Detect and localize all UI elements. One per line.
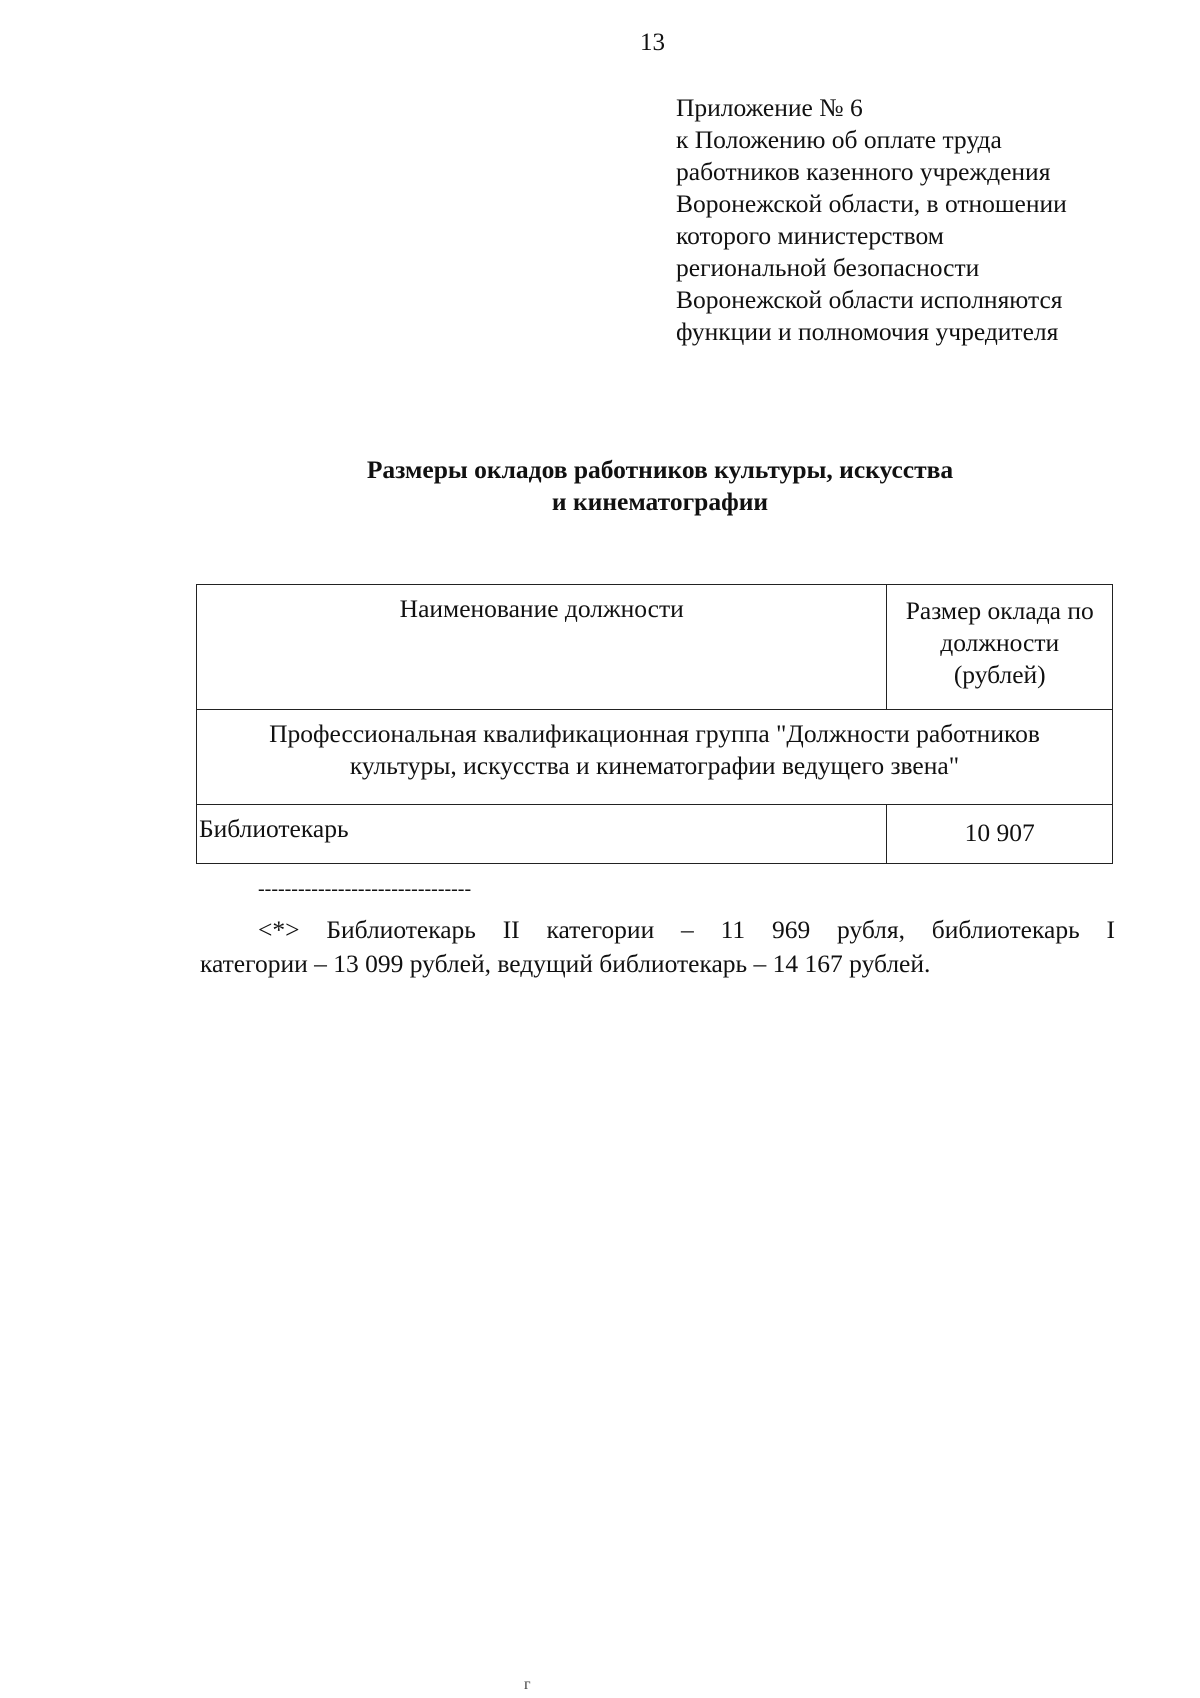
- appendix-line: Приложение № 6: [676, 93, 863, 122]
- appendix-line: Воронежской области, в отношении: [676, 189, 1067, 218]
- group-line: культуры, искусства и кинематографии ведущего звена": [349, 751, 960, 780]
- group-row: [197, 710, 1113, 805]
- salary-table: [196, 584, 1113, 864]
- footnote-line: категории – 13 099 рублей, ведущий библиотекарь – 14 167 рублей.: [200, 949, 931, 978]
- header-salary-line: (рублей): [953, 660, 1046, 689]
- appendix-line: работников казенного учреждения: [676, 157, 1051, 186]
- table-row: [197, 805, 1113, 864]
- appendix-header: [676, 92, 1146, 348]
- row-position: Библиотекарь: [197, 805, 887, 864]
- footnote: [200, 913, 1115, 981]
- header-position-label: Наименование должности: [399, 594, 684, 623]
- footnote-line: <*> Библиотекарь II категории – 11 969 рубля, библиотекарь I: [258, 915, 1115, 944]
- title-line: и кинематографии: [551, 487, 769, 516]
- row-salary: 10 907: [887, 805, 1113, 864]
- page-number: 13: [640, 29, 665, 56]
- header-position: [197, 585, 887, 710]
- document-title: [195, 454, 1125, 518]
- table-header-row: [197, 585, 1113, 710]
- title-line: Размеры окладов работников культуры, искусства: [366, 455, 954, 484]
- appendix-line: региональной безопасности: [676, 253, 980, 282]
- footnote-separator: --------------------------------: [258, 878, 472, 900]
- appendix-line: которого министерством: [676, 221, 944, 250]
- header-salary: [887, 585, 1113, 710]
- header-salary-line: должности: [940, 628, 1060, 657]
- group-cell: [197, 710, 1113, 805]
- bottom-mark: г: [524, 1676, 531, 1693]
- appendix-line: Воронежской области исполняются: [676, 285, 1063, 314]
- group-line: Профессиональная квалификационная группа "Должности работников: [269, 719, 1040, 748]
- header-salary-line: Размер оклада по: [905, 596, 1094, 625]
- appendix-line: функции и полномочия учредителя: [676, 317, 1059, 346]
- appendix-line: к Положению об оплате труда: [676, 125, 1002, 154]
